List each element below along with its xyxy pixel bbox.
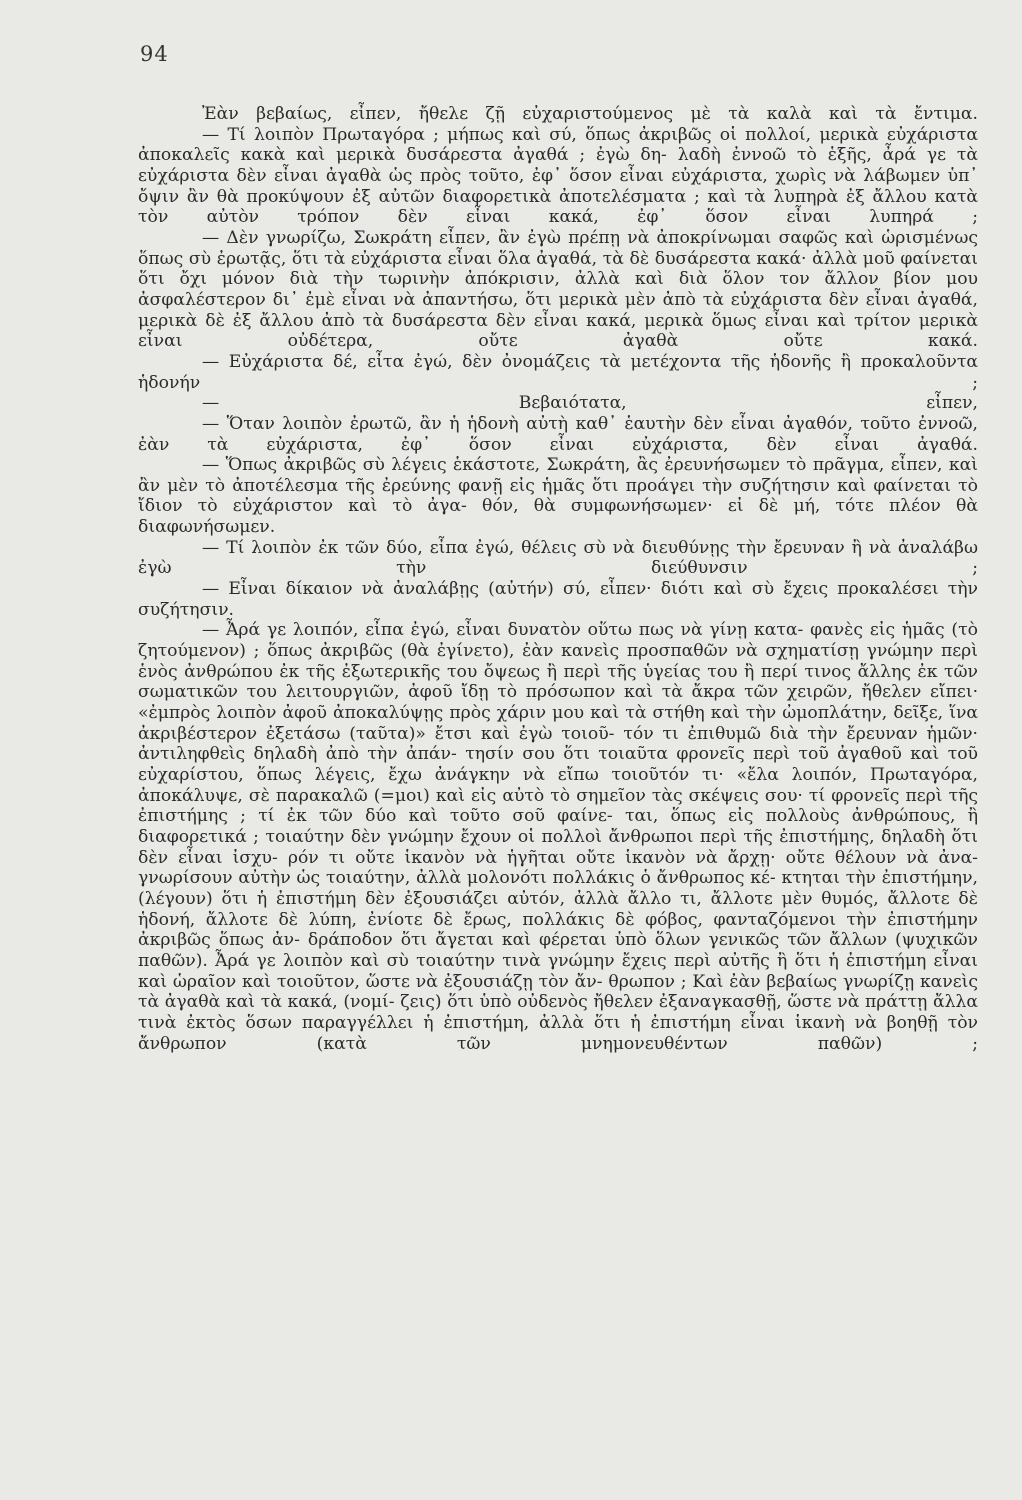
text-line: εἶναι νὰ ἀπαντήσω, ὅτι μερικὰ μὲν ἀπὸ τὰ εὐχάριστα δὲν εἶναι ἀγαθά,	[341, 289, 978, 310]
text-line: ται, ὅπως εἰς πολλοὺς ἀνθρώπους, ἢ διαφορετικά ; τοιαύτην δὲν γνώμην	[138, 806, 979, 847]
text-line: ἐκτὸς ὅσων παραγγέλλει ἡ ἐπιστήμη, ἀλλὰ ὅτι ἡ ἐπιστήμη εἶναι ἱκανὴ νὰ	[186, 1012, 877, 1033]
text-line: σαφῶς καὶ ὡρισμένως ὅπως σὺ ἐρωτᾷς, ὅτι τὰ εὐχάριστα εἶναι ὅλα ἀγαθά,	[138, 227, 978, 269]
text-line: λειτουργιῶν, ἀφοῦ ἴδῃ τὸ πρόσωπον καὶ τὰ ἄκρα τῶν χειρῶν, ἤθελεν	[285, 682, 922, 703]
text-line: — Βεβαιότατα, εἶπεν,	[202, 393, 978, 414]
text-line: ἔχουν οἱ πολλοὶ ἄνθρωποι περὶ τῆς ἐπιστήμης, δηλαδὴ ὅτι δὲν εἶναι ἰσχυ-	[138, 826, 978, 868]
text-line: ἔντιμα.	[913, 104, 978, 124]
text-line: λαδὴ ἐννοῶ τὸ ἑξῆς, ἆρά γε τὰ εὐχάριστα δὲν εἶναι ἀγαθὰ ὡς πρὸς τοῦτο,	[138, 145, 978, 186]
text-line: τὰ δὲ δυσάρεστα κακά· ἀλλὰ μοῦ φαίνεται ὅτι ὄχι μόνον διὰ τὴν τωρινὴν	[138, 248, 978, 290]
text-line: — Ὅπως ἀκριβῶς σὺ λέγεις ἑκάστοτε, Σωκράτη, ἂς ἐρευνήσωμεν τὸ	[202, 455, 807, 476]
text-line: πρᾶγμα, εἶπεν, καὶ ἂν μὲν τὸ ἀποτέλεσμα τῆς ἐρεύνης φανῇ εἰς ἡμᾶς ὅτι	[138, 455, 978, 496]
text-line: ἐξ αὐτῶν διαφορετικὰ ἀποτελέσματα ; καὶ τὰ λυπηρὰ ἐξ ἄλλου κατὰ τὸν	[138, 186, 979, 228]
paragraph	[138, 620, 978, 1054]
text-line: — Εἶναι δίκαιον νὰ ἀναλάβῃς (αὐτήν) σύ, εἶπεν· διότι καὶ σὺ ἔχεις	[202, 579, 829, 600]
text-line: ἀγαθόν, τοῦτο ἐννοῶ, ἐὰν τὰ εὐχάριστα, ἐφ᾽ ὅσον εἶναι εὐχάριστα, δὲν	[138, 413, 978, 455]
text-line: ὅτι ἡ ἐπιστήμη εἶναι καὶ ὡραῖον καὶ τοιοῦτον, ὥστε νὰ ἐξουσιάζῃ τὸν ἄν-	[138, 950, 978, 992]
text-line: καὶ τρίτον μερικὰ εἶναι οὐδέτερα, οὔτε ἀγαθὰ οὔτε κακά.	[138, 310, 978, 352]
text-line: ἢ προκαλοῦντα ἡδονήν ;	[138, 351, 978, 393]
text-line: σου· τί φρονεῖς περὶ τῆς ἐπιστήμης ; τί ἐκ τῶν δύο καὶ τοῦτο σοῦ φαίνε-	[138, 785, 979, 827]
text-line: μερικὰ εὐχάριστα ἀποκαλεῖς κακὰ καὶ μερικὰ δυσάρεστα ἀγαθά ; ἐγὼ δη-	[138, 124, 978, 166]
paragraph	[138, 579, 978, 620]
text-line: Ἐὰν βεβαίως, εἶπεν, ἤθελε ζῇ εὐχαριστούμενος μὲ τὰ καλὰ καὶ τὰ	[202, 104, 897, 124]
body-text	[138, 104, 978, 1054]
text-line: του ὄψεως ἢ περὶ τῆς ὑγείας του ἢ περί τινος ἄλλης ἐκ τῶν σωματικῶν του	[138, 661, 978, 703]
paragraph	[138, 538, 978, 579]
text-line: τὴν ὠμοπλάτην, δεῖξε, ἵνα ἀκριβέστερον ἐξετάσω (ταῦτα)» ἔτσι καὶ ἐγὼ τοιοῦ-	[138, 703, 978, 744]
text-line: μερικὰ δὲ ἐξ ἄλλου ἀπὸ τὰ δυσάρεστα δὲν εἶναι κακά, μερικὰ ὅμως εἶναι	[138, 310, 810, 331]
text-line: ἔρως, πολλάκις δὲ φόβος, φανταζόμενοι τὴν ἐπιστήμην ἀκριβῶς ὅπως ἀν-	[138, 909, 978, 951]
paragraph	[138, 104, 978, 125]
text-line: ἀπόκρισιν, ἀλλὰ καὶ διὰ ὅλον τον ἄλλον βίον μου ἀσφαλέστερον δι᾽ ἐμὲ	[138, 269, 978, 310]
text-line: — Εὐχάριστα δέ, εἶτα ἐγώ, δὲν ὀνομάζεις τὰ μετέχοντα τῆς ἡδονῆς	[202, 351, 832, 372]
text-line: θόν, θὰ συμφωνήσωμεν· εἰ δὲ μή, τότε πλέον θὰ διαφωνήσωμεν.	[138, 496, 978, 538]
paragraph	[138, 228, 978, 352]
text-line: ἔρευναν ἢ νὰ ἀναλάβω ἐγὼ τὴν διεύθυνσιν ;	[138, 537, 979, 579]
text-line: προάγει τὴν συζήτησιν καὶ φαίνεται τὸ ἴδιον τὸ εὐχάριστον καὶ τὸ ἀγα-	[138, 475, 978, 517]
text-line: ρόν τι οὔτε ἱκανὸν νὰ ἡγῆται οὔτε ἱκανὸν νὰ ἄρχῃ· οὔτε θέλουν νὰ ἀνα-	[287, 847, 978, 868]
text-line: βοηθῇ τὸν ἄνθρωπον (κατὰ τῶν μνημονευθέντων παθῶν) ;	[138, 1012, 979, 1054]
text-line: προκαλέσει τὴν συζήτησιν.	[138, 579, 978, 620]
text-line: φανὲς εἰς ἡμᾶς (τὸ ζητούμενον) ; ὅπως ἀκριβῶς (θὰ ἐγίνετο), ἐὰν κανεὶς	[138, 620, 978, 662]
text-line: ὅπως λέγεις, ἔχω ἀνάγκην νὰ εἴπω τοιοῦτόν τι· «ἔλα λοιπόν, Πρωταγόρα,	[256, 765, 978, 785]
text-line: εἴπει· «ἐμπρὸς λοιπὸν ἀφοῦ ἀποκαλύψῃς πρὸς χάριν μου καὶ τὰ στήθη καὶ	[138, 682, 979, 724]
text-line: κτηται τὴν ἐπιστήμην, (λέγουν) ὅτι ἡ ἐπιστήμη δὲν ἐξουσιάζει αὐτόν, ἀλλὰ	[138, 868, 978, 909]
text-line: θρωπον ; Καὶ ἐὰν βεβαίως γνωρίζῃ κανεὶς τὰ ἀγαθὰ καὶ τὰ κακά, (νομί-	[138, 971, 979, 1013]
text-line: ἄλλο τι, ἄλλοτε μὲν θυμός, ἄλλοτε δὲ ἡδονή, ἄλλοτε δὲ λύπη, ἐνίοτε δὲ	[138, 888, 978, 930]
text-line: τησίν σου ὅτι τοιαῦτα φρονεῖς περὶ τοῦ ἀγαθοῦ καὶ τοῦ εὐχαρίστου,	[138, 744, 978, 785]
paragraph	[138, 352, 978, 393]
text-line: — Ἆρά γε λοιπόν, εἶπα ἐγώ, εἶναι δυνατὸν οὕτω πως νὰ γίνῃ κατα-	[202, 620, 804, 641]
text-line: ἀποκάλυψε, σὲ παρακαλῶ (=μοι) καὶ εἰς αὐτὸ τὸ σημεῖον τὰς σκέψεις	[138, 785, 759, 806]
text-line: ἐφ᾽ ὅσον εἶναι εὐχάριστα, χωρὶς νὰ λάβωμεν ὑπ᾽ ὄψιν ἂν θὰ προκύψουν	[138, 165, 978, 207]
paragraph	[138, 455, 978, 538]
paragraph	[138, 393, 978, 414]
text-line: — Ὅταν λοιπὸν ἐρωτῶ, ἂν ἡ ἡδονὴ αὐτὴ καθ᾽ ἑαυτὴν δὲν εἶναι	[202, 413, 776, 434]
paragraph	[138, 125, 978, 228]
text-line: τόν τι ἐπιθυμῶ διὰ τὴν ἔρευναν ἡμῶν· ἀντιληφθεὶς δηλαδὴ ἀπὸ τὴν ἀπάν-	[138, 723, 978, 765]
text-line: εἶναι ἀγαθά.	[834, 434, 978, 455]
text-line: γνωρίσουν αὐτὴν ὡς τοιαύτην, ἀλλὰ μολονότι πολλάκις ὁ ἄνθρωπος κέ-	[138, 868, 776, 889]
text-line: — Δὲν γνωρίζω, Σωκράτη εἶπεν, ἂν ἐγὼ πρέπῃ νὰ ἀποκρίνωμαι	[202, 227, 772, 248]
text-line: — Τί λοιπὸν ἐκ τῶν δύο, εἶπα ἐγώ, θέλεις σὺ νὰ διευθύνῃς τὴν	[202, 537, 767, 558]
text-line: ζεις) ὅτι ὑπὸ οὐδενὸς ἤθελεν ἐξαναγκασθῇ, ὥστε νὰ πράττῃ ἄλλα τινὰ	[138, 992, 978, 1033]
text-line: αὐτὸν τρόπον δὲν εἶναι κακά, ἐφ᾽ ὅσον εἶναι λυπηρά ;	[206, 207, 978, 228]
text-line: — Τί λοιπὸν Πρωταγόρα ; μήπως καὶ σύ, ὅπως ἀκριβῶς οἱ πολλοί,	[202, 124, 812, 145]
page-number: 94	[140, 42, 169, 66]
text-line: προσπαθῶν νὰ σχηματίσῃ γνώμην περὶ ἑνὸς ἀνθρώπου ἐκ τῆς ἐξωτερικῆς	[138, 641, 978, 682]
text-line: δράποδον ὅτι ἄγεται καὶ φέρεται ὑπὸ ὅλων γενικῶς τῶν ἄλλων (ψυχικῶν	[307, 930, 978, 951]
paragraph	[138, 414, 978, 455]
text-line: παθῶν). Ἆρά γε λοιπὸν καὶ σὺ τοιαύτην τινὰ γνώμην ἔχεις περὶ αὐτῆς ἢ	[138, 950, 788, 971]
